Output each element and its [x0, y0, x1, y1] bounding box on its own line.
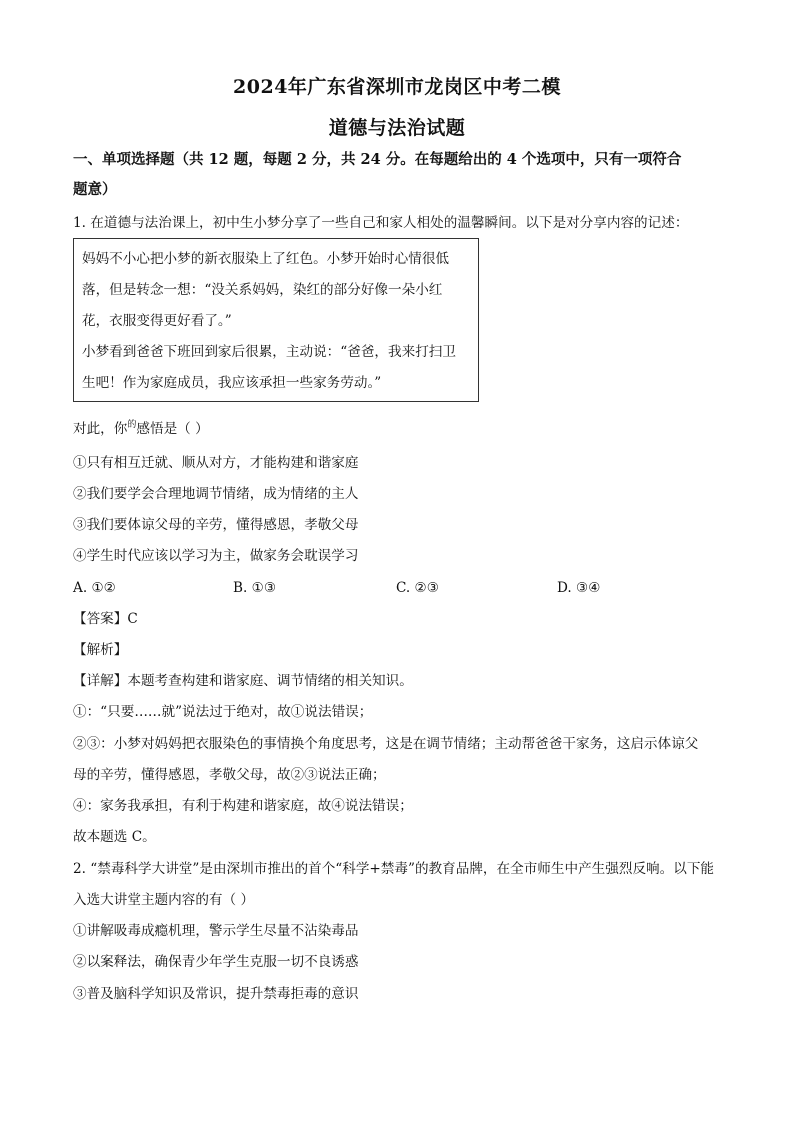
material-line: 生吧！作为家庭成员，我应该承担一些家务劳动。”	[82, 375, 382, 391]
q1-prompt-b: 感悟是（ ）	[136, 421, 209, 437]
q1-statement: ③我们要体谅父母的辛劳，懂得感恩，孝敬父母	[73, 517, 359, 533]
q2-stem-line2: 入选大讲堂主题内容的有（ ）	[73, 892, 255, 908]
q2-stem-line1: 2. “禁毒科学大讲堂”是由深圳市推出的首个“科学+禁毒”的教育品牌，在全市师生中产生强烈反响。以下能	[73, 861, 715, 877]
q1-explanation-1: ①：“只要……就”说法过于绝对，故①说法错误；	[73, 704, 373, 720]
q1-explanation-3: ④：家务我承担，有利于构建和谐家庭，故④说法错误；	[73, 798, 413, 814]
q1-prompt	[73, 419, 209, 441]
q2-statement: ②以案释法，确保青少年学生克服一切不良诱惑	[73, 954, 359, 970]
q1-option-d: D. ③④	[557, 580, 601, 596]
q1-answer	[73, 609, 138, 629]
q2-statement: ①讲解吸毒成瘾机理，警示学生尽量不沾染毒品	[73, 923, 359, 939]
material-line: 小梦看到爸爸下班回到家后很累，主动说：“爸爸，我来打扫卫	[82, 344, 456, 360]
q1-material-box	[73, 238, 479, 402]
q1-prompt-a: 对此，你	[73, 421, 128, 437]
q1-explanation-2a: ②③：小梦对妈妈把衣服染色的事情换个角度思考，这是在调节情绪；主动帮爸爸干家务，这启示体谅父	[73, 736, 699, 752]
document-title: 2024年广东省深圳市龙岗区中考二模	[233, 76, 561, 98]
q1-statement: ②我们要学会合理地调节情绪，成为情绪的主人	[73, 486, 359, 502]
q1-option-c: C. ②③	[396, 580, 439, 596]
q1-prompt-superscript: 的	[127, 420, 137, 430]
q1-detail: 【详解】本题考查构建和谐家庭、调节情绪的相关知识。	[73, 673, 413, 689]
q1-analysis-label: 【解析】	[73, 642, 128, 658]
q2-statement: ③普及脑科学知识及常识，提升禁毒拒毒的意识	[73, 986, 359, 1002]
material-line: 落，但是转念一想：“没关系妈妈，染红的部分好像一朵小红	[82, 282, 443, 298]
q1-option-a: A. ①②	[73, 580, 116, 596]
q1-explanation-2b: 母的辛劳，懂得感恩，孝敬父母，故②③说法正确；	[73, 767, 386, 783]
q1-conclusion: 故本题选 C。	[73, 829, 156, 845]
material-line: 花，衣服变得更好看了。”	[82, 313, 232, 329]
material-line: 妈妈不小心把小梦的新衣服染上了红色。小梦开始时心情很低	[82, 251, 450, 267]
q1-statement: ④学生时代应该以学习为主，做家务会耽误学习	[73, 548, 359, 564]
q1-stem: 1. 在道德与法治课上，初中生小梦分享了一些自己和家人相处的温馨瞬间。以下是对分享内容的记述：	[73, 215, 689, 231]
q1-option-b: B. ①③	[233, 580, 277, 596]
answer-label: 【答案】	[73, 611, 128, 627]
q1-statement: ①只有相互迁就、顺从对方，才能构建和谐家庭	[73, 455, 359, 471]
document-subtitle: 道德与法治试题	[328, 117, 466, 139]
section-heading-line1: 一、单项选择题（共 12 题，每题 2 分，共 24 分。在每题给出的 4 个选项中，只有一项符合	[73, 151, 682, 168]
section-heading-line2: 题意）	[73, 181, 117, 198]
answer-value: C	[127, 611, 138, 627]
